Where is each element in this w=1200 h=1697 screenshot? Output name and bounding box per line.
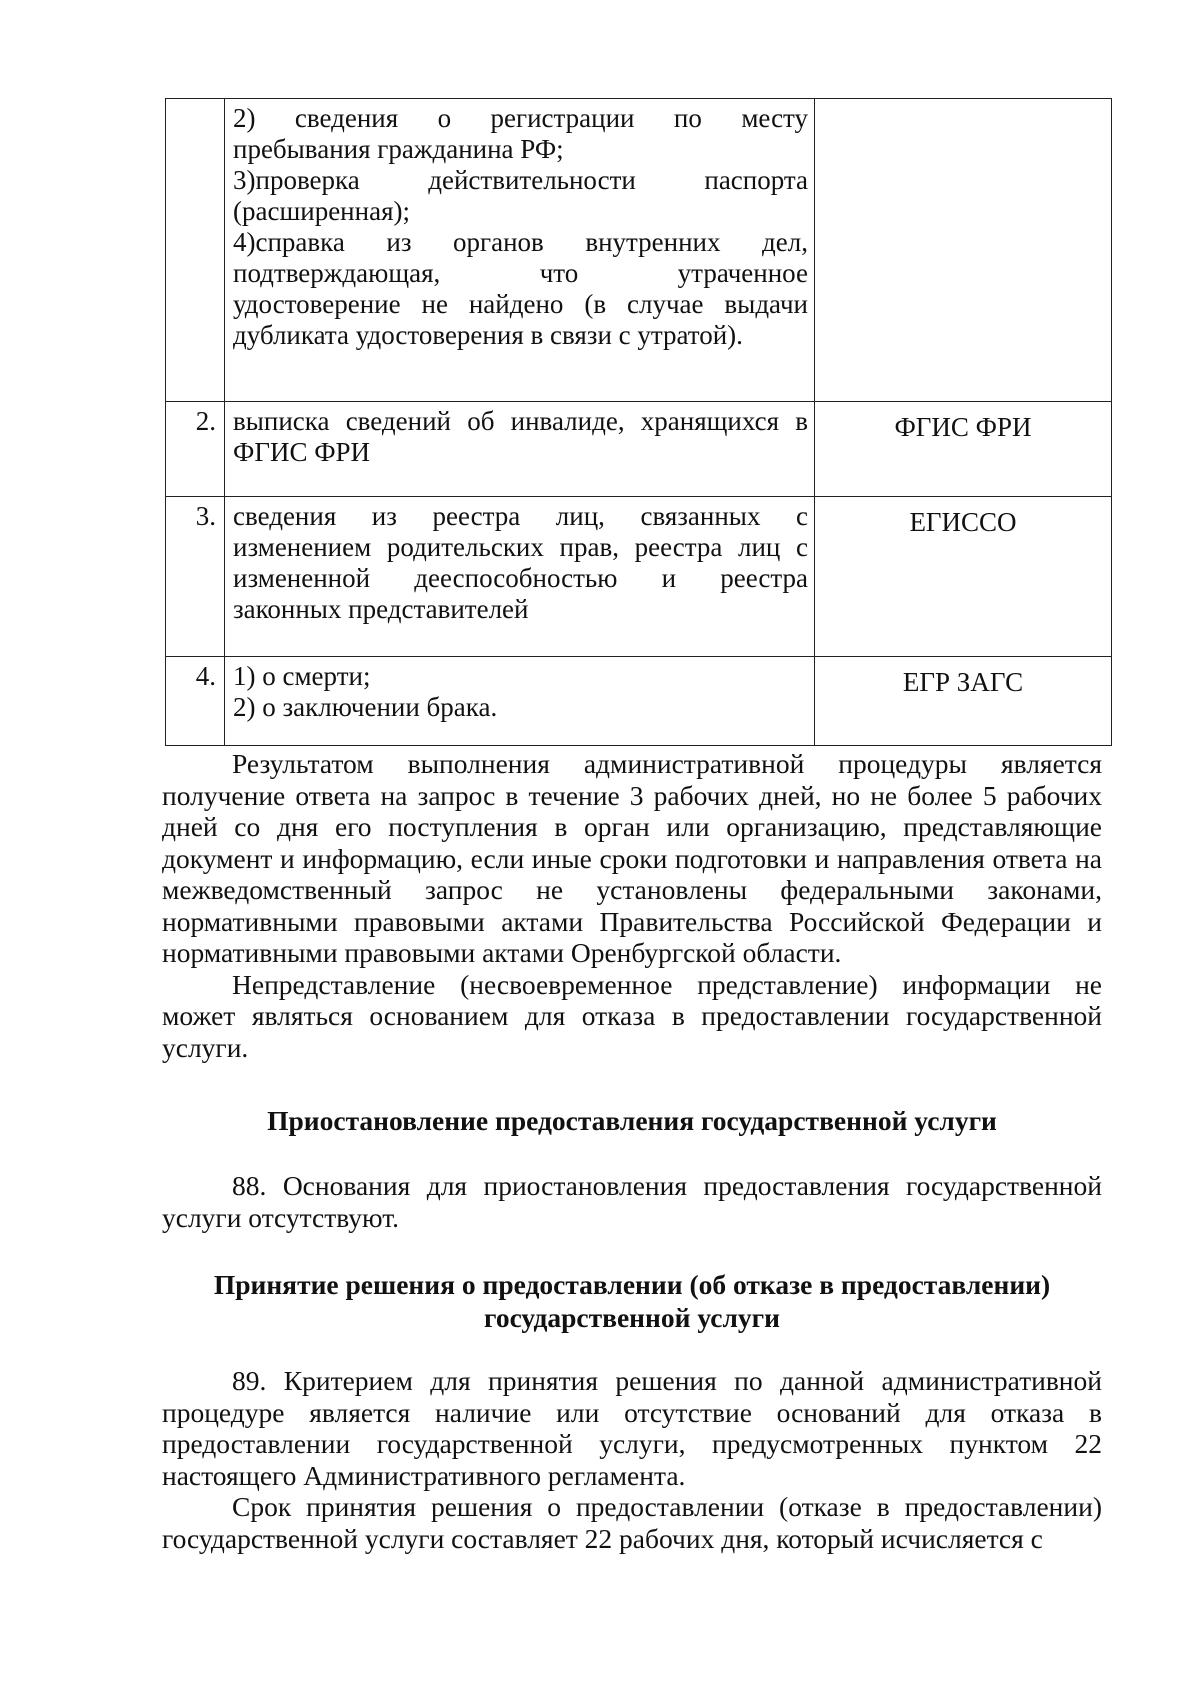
section-heading: Приостановление предоставления государственной услуги [267, 1105, 997, 1136]
table-row [166, 657, 1112, 746]
suspension-section [162, 1170, 1102, 1233]
description-line: ФГИС ФРИ [233, 437, 371, 467]
description-line: пребывания гражданина РФ; [233, 134, 564, 164]
description-line: 4)справка из органов внутренних дел, [233, 227, 808, 257]
row-number [166, 99, 225, 402]
row-number: 4. [166, 657, 225, 746]
description-line: (расширенная); [233, 196, 410, 226]
description-line: 2) о заключении брака. [233, 692, 498, 722]
table-row [166, 99, 1112, 402]
description-line: сведения из реестра лиц, связанных с [233, 501, 808, 531]
row-number: 2. [166, 402, 225, 497]
row-description [225, 497, 815, 657]
heading-line: государственной услуги [484, 1302, 780, 1333]
row-description [225, 402, 815, 497]
table-row [166, 402, 1112, 497]
paragraph: Результатом выполнения административной процедуры является получение ответа на запрос в течение 3 рабочих дней, но не более 5 рабочих дней со дня его поступления в орган или организацию, представляющие документ и информацию, если иные сроки подготовки и направления ответа на межведомственный запрос не установлены федеральными законами, нормативными правовыми актами Правительства Российской Федерации и нормативными правовыми актами Оренбургской области. [162, 748, 1102, 968]
result-section [162, 748, 1102, 1063]
section-heading [162, 1268, 1102, 1334]
description-line: измененной дееспособностью и реестра [233, 563, 808, 593]
row-description [225, 657, 815, 746]
description-line: удостоверение не найдено (в случае выдачи [233, 289, 808, 319]
row-source [815, 99, 1112, 402]
description-line: дубликата удостоверения в связи с утратой). [233, 320, 743, 350]
paragraph: Непредставление (несвоевременное представление) информации не может являться основанием для отказа в предоставлении государственной услуги. [162, 968, 1102, 1063]
description-line: подтверждающая, что утраченное [233, 258, 808, 288]
decision-section [162, 1365, 1102, 1554]
heading-line: Принятие решения о предоставлении (об отказе в предоставлении) [213, 1269, 1051, 1300]
description-line: выписка сведений об инвалиде, хранящихся в [233, 406, 808, 436]
description-line: 2) сведения о регистрации по месту [233, 103, 808, 133]
table-row [166, 497, 1112, 657]
interagency-request-table [165, 98, 1112, 746]
paragraph: 89. Критерием для принятия решения по данной административной процедуре является наличие или отсутствие оснований для отказа в предоставлении государственной услуги, предусмотренных пунктом 22 настоящего Административного регламента. [162, 1365, 1102, 1491]
paragraph: 88. Основания для приостановления предоставления государственной услуги отсутствуют. [162, 1170, 1102, 1233]
description-line: 1) о смерти; [233, 661, 371, 691]
description-line: 3)проверка действительности паспорта [233, 165, 808, 195]
row-number: 3. [166, 497, 225, 657]
row-source: ЕГИССО [815, 497, 1112, 657]
row-source: ФГИС ФРИ [815, 402, 1112, 497]
description-line: законных представителей [233, 594, 529, 624]
description-line: изменением родительских прав, реестра лиц с [233, 532, 808, 562]
paragraph: Срок принятия решения о предоставлении (отказе в предоставлении) государственной услуги составляет 22 рабочих дня, который исчисляется с [162, 1491, 1102, 1554]
row-source: ЕГР ЗАГС [815, 657, 1112, 746]
row-description [225, 99, 815, 402]
